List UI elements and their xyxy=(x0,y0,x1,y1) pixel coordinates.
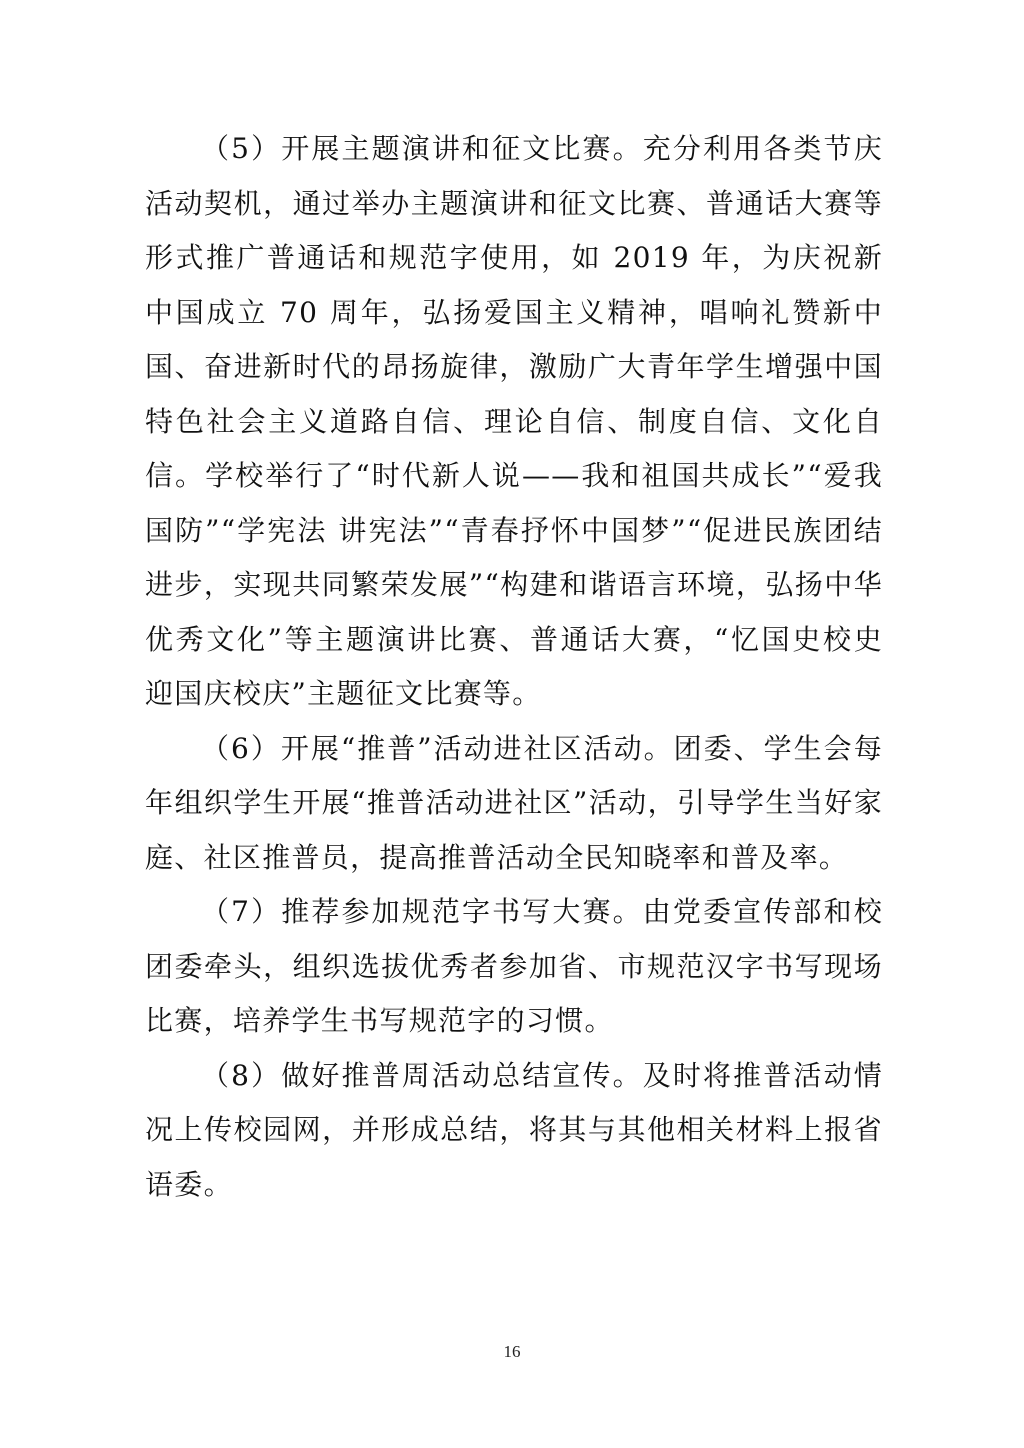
paragraph-item-6: （6）开展“推普”活动进社区活动。团委、学生会每年组织学生开展“推普活动进社区”活动，引导学生当好家庭、社区推普员，提高推普活动全民知晓率和普及率。 xyxy=(145,731,883,874)
paragraph-item-5: （5）开展主题演讲和征文比赛。充分利用各类节庆活动契机，通过举办主题演讲和征文比赛、普通话大赛等形式推广普通话和规范字使用，如 2019 年，为庆祝新中国成立 70 周年，弘扬爱国主义精神，唱响礼赞新中国、奋进新时代的昂扬旋律，激励广大青年学生增强中国特色社会主义道路自信、理论自信、制度自信、文化自信。学校举行了“时代新人说——我和祖国共成长”“爱我国防”“学宪法 讲宪法”“青春抒怀中国梦”“促进民族团结进步，实现共同繁荣发展”“构建和谐语言环境，弘扬中华优秀文化”等主题演讲比赛、普通话大赛，“忆国史校史 迎国庆校庆”主题征文比赛等。 xyxy=(145,132,883,710)
paragraph-item-7: （7）推荐参加规范字书写大赛。由党委宣传部和校团委牵头，组织选拔优秀者参加省、市规范汉字书写现场比赛，培养学生书写规范字的习惯。 xyxy=(145,895,883,1037)
page-number: 16 xyxy=(503,1342,521,1361)
document-body xyxy=(145,122,883,1212)
paragraph-item-8: （8）做好推普周活动总结宣传。及时将推普活动情况上传校园网，并形成总结，将其与其他相关材料上报省语委。 xyxy=(145,1058,883,1201)
